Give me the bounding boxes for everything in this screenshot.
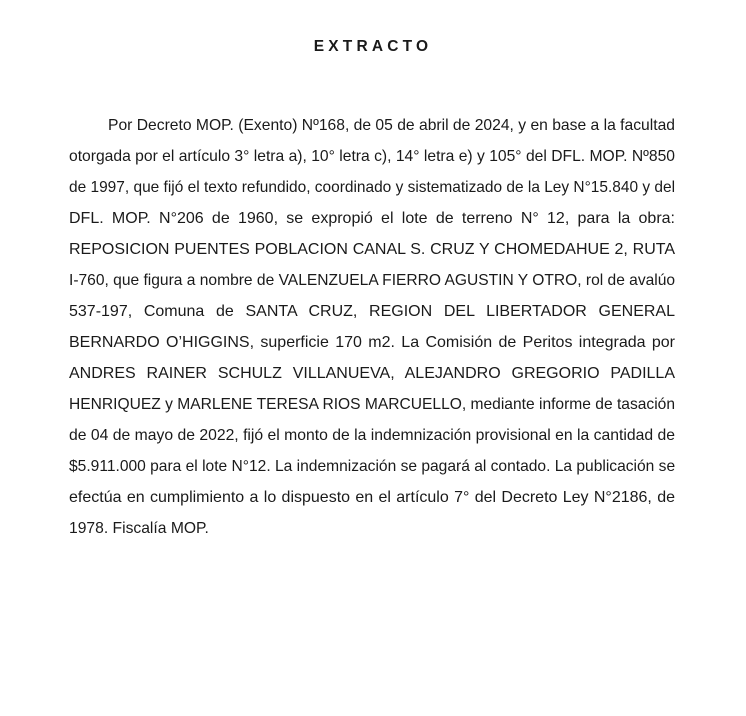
body-line: BERNARDO O’HIGGINS, superficie 170 m2. La Comisión de Peritos integrada por — [69, 334, 675, 351]
body-line: 537-197, Comuna de SANTA CRUZ, REGION DEL LIBERTADOR GENERAL — [69, 303, 675, 320]
body-line: DFL. MOP. N°206 de 1960, se expropió el lote de terreno N° 12, para la obra: — [69, 210, 675, 227]
body-line: I-760, que figura a nombre de VALENZUELA FIERRO AGUSTIN Y OTRO, rol de avalúo — [69, 272, 675, 289]
document-title: EXTRACTO — [313, 38, 433, 55]
body-line: de 04 de mayo de 2022, fijó el monto de la indemnización provisional en la cantidad de — [69, 427, 675, 444]
body-line: de 1997, que fijó el texto refundido, coordinado y sistematizado de la Ley N°15.840 y del — [69, 179, 675, 196]
document-body — [69, 110, 675, 544]
body-line: Por Decreto MOP. (Exento) Nº168, de 05 de abril de 2024, y en base a la facultad — [108, 117, 675, 134]
body-line: otorgada por el artículo 3° letra a), 10° letra c), 14° letra e) y 105° del DFL. MOP. Nº850 — [69, 148, 675, 165]
body-line: $5.911.000 para el lote N°12. La indemnización se pagará al contado. La publicación se — [69, 458, 675, 475]
body-line: REPOSICION PUENTES POBLACION CANAL S. CRUZ Y CHOMEDAHUE 2, RUTA — [69, 241, 675, 258]
body-line: ANDRES RAINER SCHULZ VILLANUEVA, ALEJANDRO GREGORIO PADILLA — [69, 365, 675, 382]
body-line: 1978. Fiscalía MOP. — [69, 520, 209, 537]
body-line: HENRIQUEZ y MARLENE TERESA RIOS MARCUELLO, mediante informe de tasación — [69, 396, 675, 413]
body-line: efectúa en cumplimiento a lo dispuesto en el artículo 7° del Decreto Ley N°2186, de — [69, 489, 675, 506]
